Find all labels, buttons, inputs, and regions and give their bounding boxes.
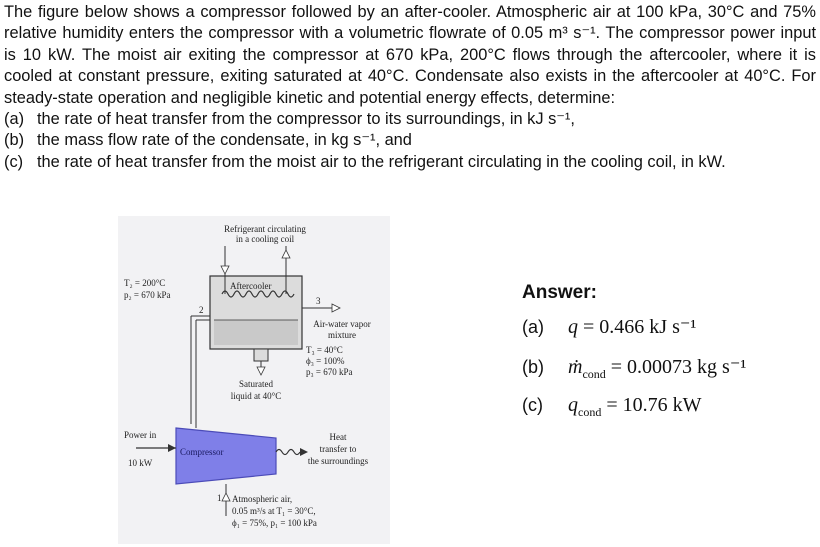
- answer-equation: [568, 314, 696, 343]
- answer-panel: [522, 282, 812, 434]
- heat-label-3: the surroundings: [307, 456, 369, 466]
- state3-number: 3: [316, 296, 321, 306]
- question-parts: [4, 109, 816, 173]
- exit-pressure: p₃ = 670 kPa: [306, 367, 353, 377]
- state2-number: 2: [199, 305, 204, 315]
- answer-c: [522, 394, 812, 434]
- answer-symbol: ṁ: [568, 356, 583, 378]
- state1-number: 1: [217, 493, 222, 503]
- heat-label-2: transfer to: [319, 444, 357, 454]
- drain-body: [254, 349, 268, 361]
- answer-b: [522, 354, 812, 394]
- part-label: (c): [4, 152, 24, 171]
- part-text: the rate of heat transfer from the compressor to its surroundings, in kJ s⁻¹,: [37, 110, 575, 129]
- part-text: the mass flow rate of the condensate, in kg s⁻¹, and: [37, 131, 412, 150]
- problem-intro: The figure below shows a compressor followed by an after-cooler. Atmospheric air at 100 kPa, 30°C and 75% relative humidity enters the compressor with a volumetric flowrate of 0.05 m³ s⁻¹. The compressor power input is 10 kW. The moist air exiting the compressor at 670 kPa, 200°C flows through the aftercooler, where it is cooled at constant pressure, exiting saturated at 40°C. Condensate also exists in the aftercooler at 40°C. For steady-state operation and negligible kinetic and potential energy effects, determine:: [4, 3, 816, 107]
- answer-subscript: cond: [582, 367, 606, 381]
- inlet-label-1: Atmospheric air,: [232, 494, 293, 504]
- answer-label: (b): [522, 357, 544, 377]
- saturated-label-2: liquid at 40°C: [230, 391, 282, 401]
- inlet-label-3: ϕ₁ = 75%, p₁ = 100 kPa: [232, 518, 317, 528]
- refrigerant-label-1: Refrigerant circulating: [224, 224, 306, 234]
- part-label: (b): [4, 131, 25, 150]
- question-part-a: [4, 109, 816, 130]
- answer-value: = 0.00073 kg s⁻¹: [610, 356, 747, 378]
- power-in-label: Power in: [124, 430, 157, 440]
- answer-label: (a): [522, 317, 544, 337]
- drain-arrow: [257, 367, 265, 375]
- exit-label-2: mixture: [328, 330, 356, 340]
- inlet-label-2: 0.05 m³/s at T₁ = 30°C,: [232, 506, 316, 516]
- system-diagram: [118, 216, 390, 544]
- problem-statement: [4, 2, 816, 173]
- refrigerant-outlet-arrow: [282, 250, 290, 258]
- part-label: (a): [4, 110, 25, 129]
- answer-symbol: q: [568, 316, 578, 338]
- heat-label-1: Heat: [329, 432, 347, 442]
- exit-temperature: T₃ = 40°C: [306, 345, 343, 355]
- exit-humidity: ϕ₃ = 100%: [306, 356, 345, 366]
- answer-title: Answer:: [522, 282, 597, 303]
- refrigerant-inlet-arrow: [221, 266, 229, 274]
- power-value: 10 kW: [128, 458, 153, 468]
- air-inlet-arrow: [222, 493, 230, 501]
- answer-value: = 10.76 kW: [606, 394, 702, 416]
- answer-subscript: cond: [578, 405, 602, 419]
- answer-equation: [568, 354, 746, 382]
- state2-pressure: p₂ = 670 kPa: [124, 290, 171, 300]
- answer-equation: [568, 394, 701, 420]
- question-part-c: [4, 152, 816, 173]
- condensate-level: [214, 320, 298, 345]
- question-part-b: [4, 130, 816, 151]
- exit-label-1: Air-water vapor: [313, 319, 371, 329]
- exit-arrow: [332, 304, 340, 312]
- answer-value: = 0.466 kJ s⁻¹: [583, 316, 697, 338]
- saturated-label-1: Saturated: [239, 379, 273, 389]
- answer-label: (c): [522, 395, 543, 415]
- answer-symbol: q: [568, 394, 578, 416]
- part-text: the rate of heat transfer from the moist air to the refrigerant circulating in the cooling coil, in kW.: [37, 152, 726, 171]
- compressor-label: Compressor: [180, 447, 224, 457]
- state2-temperature: T₂ = 200°C: [124, 278, 166, 288]
- refrigerant-label-2: in a cooling coil: [235, 234, 295, 244]
- aftercooler-label: Aftercooler: [230, 281, 272, 291]
- power-arrow: [168, 444, 176, 452]
- answer-a: [522, 314, 812, 354]
